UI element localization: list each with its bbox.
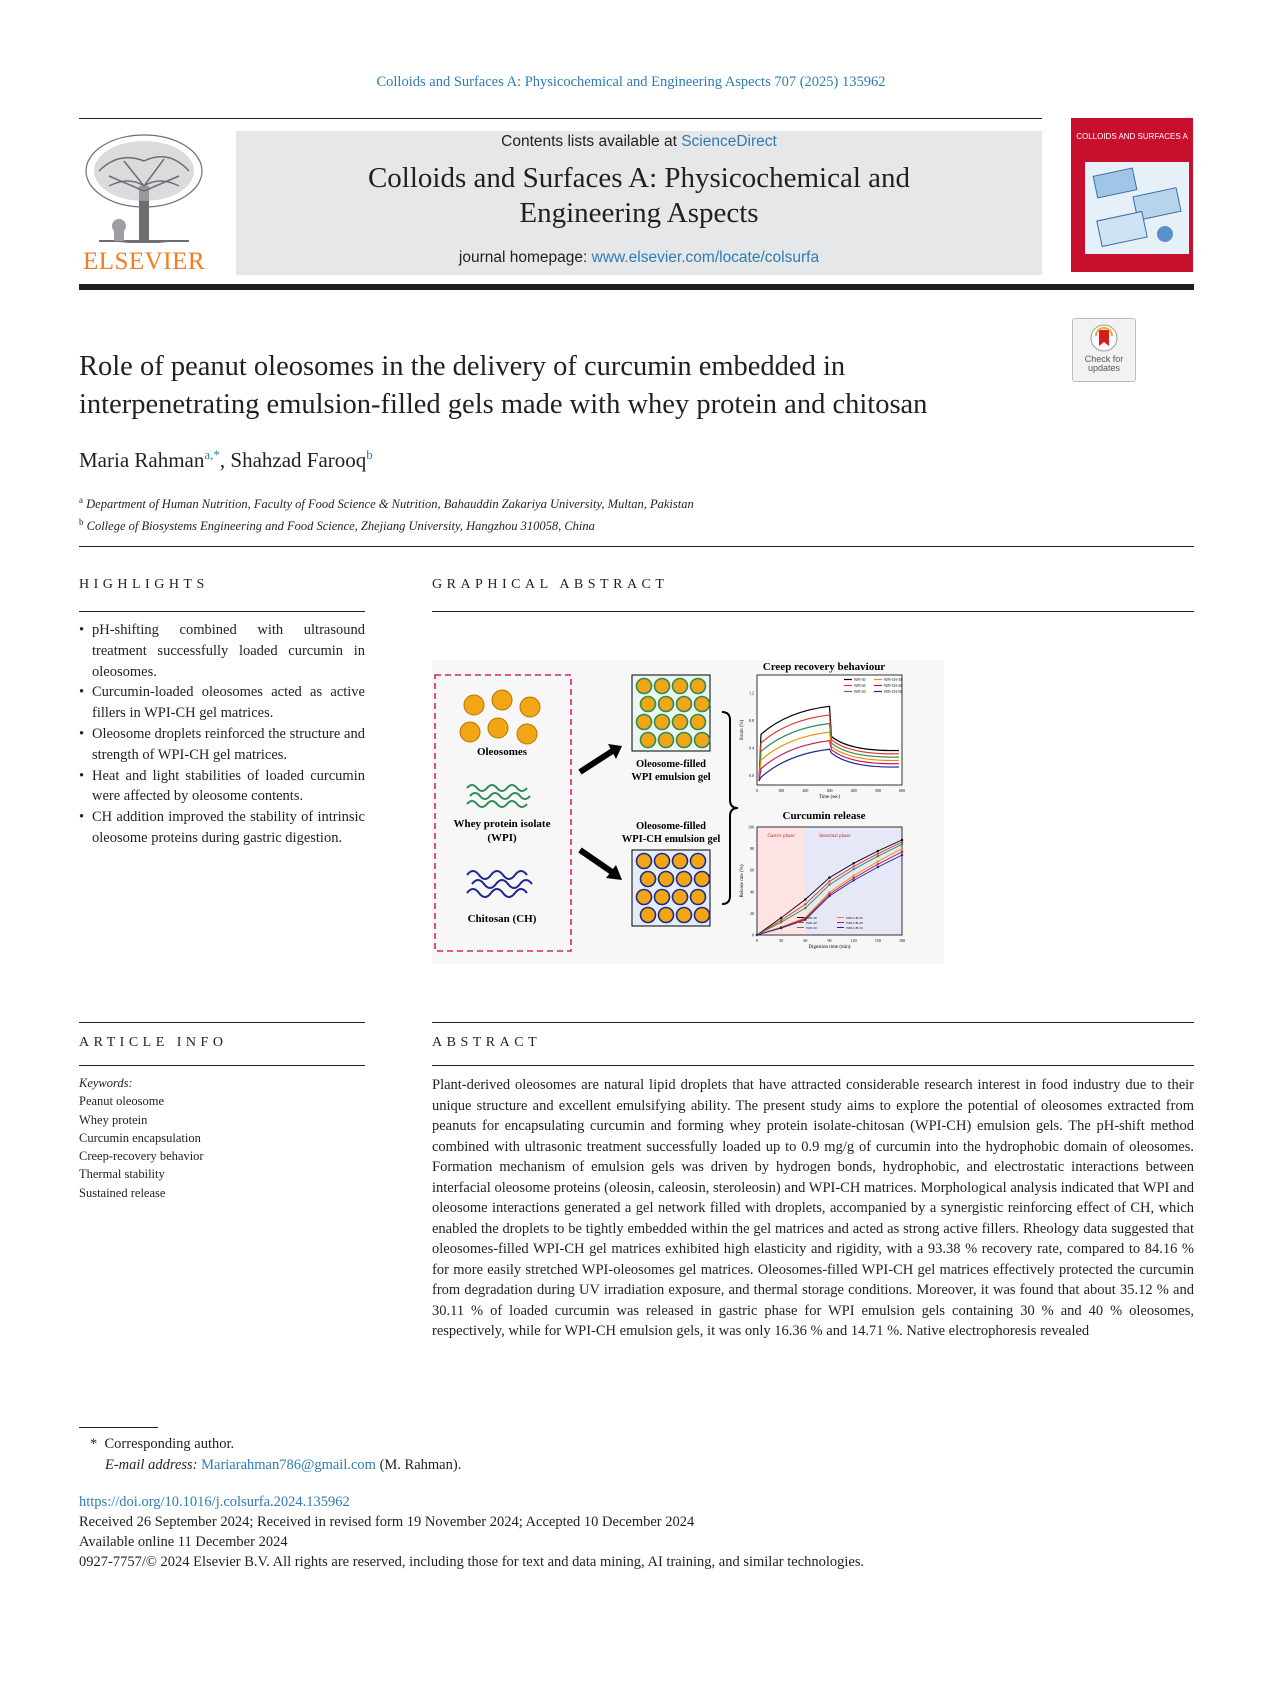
droplet <box>659 733 674 748</box>
release-y-tick: 80 <box>750 846 754 852</box>
release-y-tick: 40 <box>750 889 754 895</box>
affiliation-a-sup: a <box>79 495 83 505</box>
legend-label: WPI-CH-30 <box>846 916 863 920</box>
gastric-phase-label: Gastric phase <box>767 834 795 839</box>
creep-y-tick: 1.2 <box>749 690 754 696</box>
highlights-rule <box>79 611 365 612</box>
legend-label: WPI-40 <box>806 921 817 925</box>
droplet <box>637 679 652 694</box>
legend-label: WPI-40 <box>854 684 866 688</box>
label-oleosomes: Oleosomes <box>476 746 528 758</box>
footnote <box>90 1434 461 1476</box>
author-1-affil[interactable]: a,* <box>204 447 220 462</box>
creep-y-label: Strain (%) <box>740 719 745 741</box>
droplet <box>691 854 706 869</box>
abstract-rule <box>432 1065 1194 1066</box>
release-x-tick: 120 <box>850 938 857 943</box>
highlight-item: • Oleosome droplets reinforced the structure and strength of WPI-CH gel matrices. <box>79 724 365 766</box>
release-x-tick: 0 <box>756 938 758 943</box>
droplet <box>691 890 706 905</box>
elsevier-wordmark: ELSEVIER <box>82 248 206 275</box>
corresponding-note <box>90 1434 461 1455</box>
affiliation-rule <box>79 546 1194 547</box>
journal-header <box>236 131 1042 275</box>
chitosan-icon <box>467 871 532 897</box>
droplet <box>659 872 674 887</box>
creep-x-tick: 300 <box>826 788 833 793</box>
wpi-gel-image <box>632 675 710 751</box>
legend-label: WPI-30 <box>854 678 866 682</box>
creep-chart <box>740 675 905 800</box>
legend-label: WPI-50 <box>854 690 866 694</box>
droplet <box>673 854 688 869</box>
legend-label: WPI-CH-40 <box>846 921 863 925</box>
release-y-tick: 20 <box>750 910 754 916</box>
release-x-tick: 30 <box>779 938 784 943</box>
cover-artwork <box>1085 162 1189 254</box>
homepage-prefix: journal homepage: <box>458 249 592 266</box>
journal-title-line1: Colloids and Surfaces A: Physicochemical and <box>367 162 911 194</box>
droplet <box>691 715 706 730</box>
keyword: Thermal stability <box>79 1167 165 1182</box>
droplet <box>637 854 652 869</box>
droplet <box>695 697 710 712</box>
highlights-heading: HIGHLIGHTS <box>79 577 209 592</box>
corresponding-text: Corresponding author. <box>104 1436 235 1452</box>
graphical-abstract-rule <box>432 611 1194 612</box>
bracket <box>722 712 738 904</box>
highlight-item: • Heat and light stabilities of loaded curcumin were affected by oleosome contents. <box>79 766 365 808</box>
graphical-abstract-figure[interactable] <box>432 660 944 964</box>
keyword: Whey protein <box>79 1112 148 1127</box>
wpich-gel-image <box>632 850 710 926</box>
droplet <box>673 890 688 905</box>
creep-x-tick: 500 <box>874 788 881 793</box>
release-x-tick: 90 <box>827 938 832 943</box>
creep-x-tick: 400 <box>850 788 857 793</box>
received-dates: Received 26 September 2024; Received in revised form 19 November 2024; Accepted 10 December 2024 <box>79 1514 695 1530</box>
abstract-heading: ABSTRACT <box>432 1035 542 1050</box>
droplet <box>673 679 688 694</box>
article-info-rule <box>79 1065 365 1066</box>
release-x-tick: 180 <box>899 938 905 943</box>
label-gel2-line2: WPI-CH emulsion gel <box>621 834 721 845</box>
legend-label: WPI-CH-50 <box>884 690 902 694</box>
label-chitosan: Chitosan (CH) <box>467 913 537 925</box>
highlights-list <box>79 620 365 849</box>
check-for-updates-button[interactable] <box>1072 318 1136 382</box>
droplet <box>641 697 656 712</box>
bookmark-icon <box>1089 323 1119 353</box>
creep-x-label: Time (sec) <box>818 795 841 800</box>
droplet <box>641 908 656 923</box>
legend-label: WPI-CH-50 <box>846 926 863 930</box>
arrow-to-wpi-gel <box>580 750 614 772</box>
homepage-link[interactable]: www.elsevier.com/locate/colsurfa <box>591 249 820 266</box>
journal-title <box>236 161 1042 231</box>
keyword: Peanut oleosome <box>79 1094 165 1109</box>
affiliation-b-text: College of Biosystems Engineering and Food Science, Zhejiang University, Hangzhou 310058, China <box>86 519 595 534</box>
available-date: Available online 11 December 2024 <box>79 1534 288 1550</box>
creep-x-tick: 100 <box>778 788 785 793</box>
affiliation-a-text: Department of Human Nutrition, Faculty of Food Science & Nutrition, Bahauddin Zakariya University, Multan, Pakistan <box>86 497 694 512</box>
creep-x-tick: 200 <box>802 788 809 793</box>
droplet <box>677 908 692 923</box>
droplet <box>659 697 674 712</box>
release-y-tick: 100 <box>748 824 754 830</box>
creep-y-tick: 0.4 <box>749 745 754 751</box>
legend-label: WPI-30 <box>806 916 817 920</box>
creep-x-tick: 0 <box>756 788 758 793</box>
check-for-updates-label: Check for updates <box>1084 354 1124 373</box>
creep-y-tick: 0.8 <box>749 718 754 723</box>
release-chart <box>740 825 905 951</box>
droplet <box>655 854 670 869</box>
release-chart-title: Curcumin release <box>782 810 866 822</box>
email-line <box>90 1455 461 1476</box>
asterisk: * <box>90 1436 105 1452</box>
email-link[interactable]: Mariarahman786@gmail.com <box>201 1457 376 1473</box>
droplet <box>637 890 652 905</box>
droplet <box>655 715 670 730</box>
droplet <box>655 679 670 694</box>
droplet <box>655 890 670 905</box>
graphical-abstract-heading: GRAPHICAL ABSTRACT <box>432 577 669 592</box>
label-gel1-line2: WPI emulsion gel <box>631 772 711 783</box>
components-box <box>435 675 571 951</box>
author-2-affil[interactable]: b <box>366 447 373 462</box>
label-gel1-line1: Oleosome-filled <box>636 759 706 770</box>
legend-label: WPI-CH-40 <box>884 684 902 688</box>
label-wpi-line1: Whey protein isolate <box>453 818 551 830</box>
droplet <box>659 908 674 923</box>
droplet <box>695 908 710 923</box>
release-y-tick: 60 <box>750 867 754 873</box>
affiliation-a <box>79 491 694 513</box>
keyword: Creep-recovery behavior <box>79 1149 204 1164</box>
sciencedirect-link[interactable]: ScienceDirect <box>681 133 777 150</box>
authors <box>79 447 373 473</box>
droplet <box>691 679 706 694</box>
keyword: Curcumin encapsulation <box>79 1130 201 1145</box>
affiliation-b <box>79 513 694 535</box>
label-wpi-line2: (WPI) <box>487 832 517 844</box>
highlights-bottom-rule <box>79 1022 365 1023</box>
keyword: Sustained release <box>79 1185 166 1200</box>
legend-label: WPI-50 <box>806 926 817 930</box>
affiliations <box>79 491 694 535</box>
journal-title-line2: Engineering Aspects <box>519 197 759 229</box>
graphical-abstract-bottom-rule <box>432 1022 1194 1023</box>
droplet <box>695 733 710 748</box>
wpi-icon <box>467 785 530 807</box>
creep-y-tick: 0.0 <box>749 773 754 778</box>
droplet <box>637 715 652 730</box>
arrow-to-wpich-gel <box>580 850 612 872</box>
droplet <box>677 872 692 887</box>
running-header[interactable]: Colloids and Surfaces A: Physicochemical and Engineering Aspects 707 (2025) 135962 <box>376 74 886 90</box>
intestinal-phase-label: Intestinal phase <box>819 834 851 839</box>
droplet <box>677 697 692 712</box>
homepage-line <box>236 249 1042 267</box>
abstract-text: Plant-derived oleosomes are natural lipid droplets that have attracted considerable research interest in food industry due to their unique structure and excellent emulsifying ability. The present study aims to explore the potential of oleosomes extracted from peanuts for encapsulating curcumin and forming whey protein isolate-chitosan (WPI-CH) emulsion gels. The pH-shift method combined with ultrasonic treatment successfully loaded up to 0.9 mg/g of curcumin into the hydrophobic domain of oleosomes. Formation mechanism of emulsion gels was driven by hydrogen bonds, hydrophobic, and electrostatic interactions between interfacial oleosome proteins (oleosin, caleosin, steroleosin) and WPI-CH matrices. Morphological analysis indicated that WPI and oleosome interactions generated a gel network filled with droplets, accompanied by a synergistic reinforcing effect of CH, which enabled the droplets to be tightly embedded within the gel matrices and acted as strong active fillers. Rheology data suggested that oleosomes-filled WPI-CH gel matrices exhibited high elasticity and rigidity, with a 93.38 % recovery rate, compared to 84.16 % for more easily stretched WPI-oleosomes gel matrices. Oleosomes-filled WPI-CH gel matrices effectively protected the curcumin from degradation during UV irradiation exposure, and thermal storage conditions. Moreover, it was found that about 35.12 % and 30.11 % of loaded curcumin was released in gastric phase for WPI emulsion gels containing 30 % and 40 % oleosomes, respectively, while for WPI-CH emulsion gels, it was only 16.36 % and 14.71 %. Native electrophoresis revealed <box>432 1077 1194 1339</box>
header-thick-rule <box>79 284 1194 290</box>
release-y-tick: 0 <box>752 932 754 938</box>
journal-cover[interactable] <box>1071 118 1193 272</box>
droplet <box>641 733 656 748</box>
author-separator: , <box>219 448 231 472</box>
email-name: (M. Rahman). <box>379 1457 462 1473</box>
highlight-item: • pH-shifting combined with ultrasound treatment successfully loaded curcumin in oleosomes. <box>79 620 365 682</box>
footnote-rule <box>79 1427 158 1428</box>
article-title-line1: Role of peanut oleosomes in the delivery of curcumin embedded in <box>79 351 846 382</box>
keywords-label: Keywords: <box>79 1076 133 1090</box>
email-label: E-mail address: <box>105 1457 198 1473</box>
creep-chart-title: Creep recovery behaviour <box>762 661 886 673</box>
label-gel2-line1: Oleosome-filled <box>636 821 706 832</box>
publication-info <box>79 1492 864 1572</box>
cover-title: COLLOIDS AND SURFACES A <box>1076 132 1188 141</box>
article-title-line2: interpenetrating emulsion-filled gels made with whey protein and chitosan <box>79 389 928 420</box>
release-x-label: Digestion time (min) <box>808 945 851 950</box>
droplet <box>641 872 656 887</box>
oleosomes-icon <box>460 690 540 744</box>
affiliation-b-sup: b <box>79 517 84 528</box>
author-1[interactable]: Maria Rahman <box>79 448 205 472</box>
article-info-heading: ARTICLE INFO <box>79 1035 228 1050</box>
release-x-tick: 60 <box>803 938 808 943</box>
contents-line <box>236 133 1042 151</box>
doi-link[interactable]: https://doi.org/10.1016/j.colsurfa.2024.135962 <box>79 1494 350 1510</box>
legend-label: WPI-CH-30 <box>884 678 902 682</box>
highlight-item: • Curcumin-loaded oleosomes acted as active fillers in WPI-CH gel matrices. <box>79 682 365 724</box>
author-2[interactable]: Shahzad Farooq <box>230 448 367 472</box>
droplet <box>695 872 710 887</box>
release-x-tick: 150 <box>874 938 881 943</box>
droplet <box>673 715 688 730</box>
copyright: 0927-7757/© 2024 Elsevier B.V. All rights are reserved, including those for text and data mining, AI training, and similar technologies. <box>79 1554 865 1570</box>
release-y-label: Release rate (%) <box>740 864 745 898</box>
article-title <box>79 348 1039 424</box>
contents-prefix: Contents lists available at <box>501 133 682 150</box>
keywords <box>79 1074 204 1202</box>
highlight-item: • CH addition improved the stability of intrinsic oleosome proteins during gastric digestion. <box>79 807 365 849</box>
creep-x-tick: 600 <box>899 788 905 793</box>
header-rule <box>79 118 1042 119</box>
droplet <box>677 733 692 748</box>
